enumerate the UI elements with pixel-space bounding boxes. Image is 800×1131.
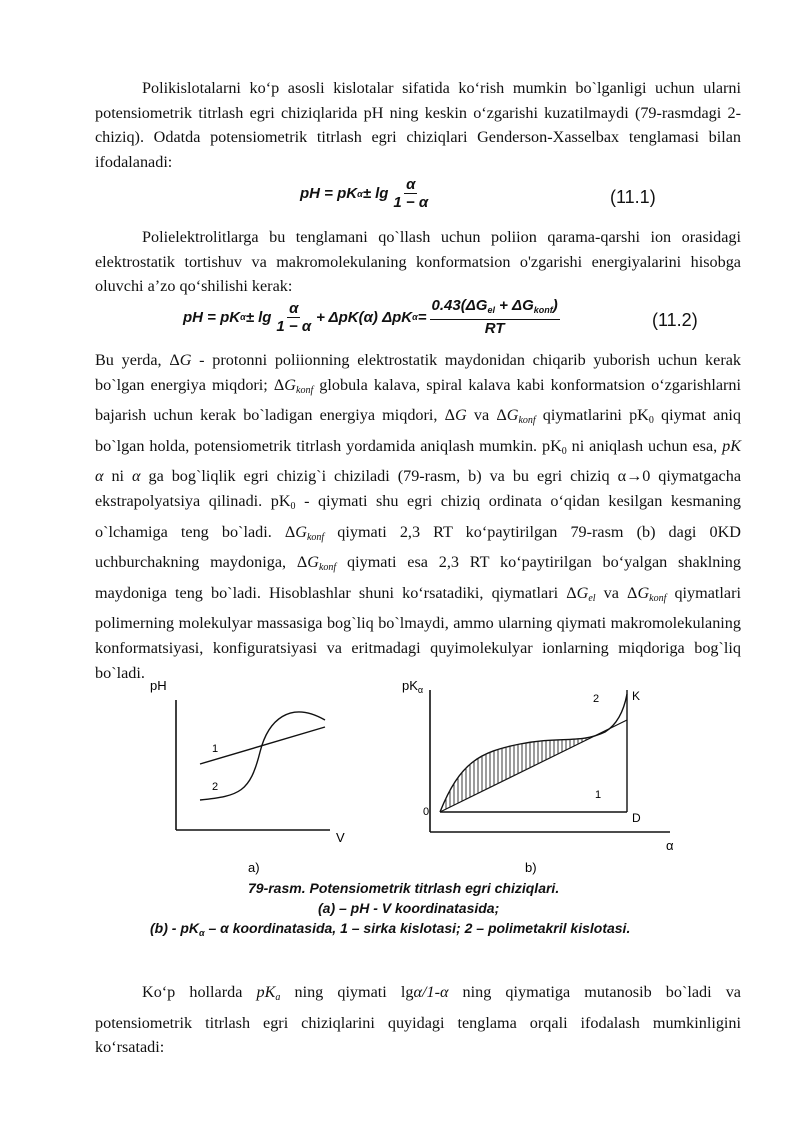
- paragraph-4-part: Ko‘p hollarda: [142, 983, 257, 1001]
- paragraph-3-part: G: [576, 583, 589, 602]
- paragraph-3-part: G: [307, 553, 319, 572]
- paragraph-3-part: - qiymati shu egri chiziq ordinata o‘qidan kesilgan kesmaning o`lchamiga teng bo`ladi. Δ: [95, 491, 741, 541]
- paragraph-3-part: konf: [318, 562, 337, 574]
- paragraph-4-part: a: [275, 992, 281, 1003]
- eq2-mid: + ΔpK(α) ΔpK: [316, 308, 413, 326]
- paragraph-1: Polikislotalarni ko‘p asosli kislotalar sifatida ko‘rish mumkin bo`lganligi uchun ularni potensiometrik titrlash egri chiziqlarida pH ning keskin o‘zgarishi kuzatilmaydi (79-rasmdagi 2-chiziq). Odatda potensiometrik titrlash egri chiziqlari Genderson-Xasselbax tenglamasi bilan ifodalanadi:: [95, 79, 741, 171]
- fig-a-panel-label: a): [248, 860, 260, 875]
- eq2-fraction-2: [430, 297, 560, 337]
- eq2-equals: =: [417, 308, 427, 326]
- eq2-sub2: α: [412, 312, 418, 322]
- eq2-num2-sub2: konf: [533, 305, 553, 315]
- eq2-op: ± lg: [245, 308, 272, 326]
- eq1-num: α: [406, 176, 416, 193]
- eq2-sub: α: [240, 312, 246, 322]
- fig-b-point-k: K: [632, 689, 641, 703]
- figure-caption-line-1: 79-rasm. Potensiometrik titrlash egri chiziqlari.: [248, 880, 560, 896]
- equation-11-1: [300, 176, 433, 211]
- paragraph-3-part: ni: [103, 467, 133, 486]
- paragraph-3-part: G: [637, 583, 650, 602]
- paragraph-3-part: qiymati 2,3 RT ko‘paytirilgan 79-rasm (b) dagi 0KD uchburchakning maydoniga, Δ: [95, 522, 741, 572]
- caption3-sub: α: [198, 928, 205, 938]
- fig-b-panel-label: b): [525, 860, 537, 875]
- paragraph-4: [95, 980, 741, 1060]
- equation-number-11-1: (11.1): [610, 187, 656, 207]
- fig-a-xlabel: V: [336, 830, 345, 845]
- paragraph-3-part: 0: [648, 415, 654, 427]
- paragraph-4-part: ning qiymati lg: [280, 983, 414, 1001]
- eq2-num: α: [289, 299, 299, 317]
- fig-b-curve2-label: 2: [593, 693, 600, 705]
- paragraph-3-part: 0: [290, 500, 296, 512]
- paragraph-3-part: qiymatlarini pK: [535, 406, 649, 425]
- paragraph-3-part: ni aniqlash uchun esa,: [566, 436, 723, 455]
- eq1-lhs: pH = pK: [300, 185, 358, 202]
- paragraph-3-part: konf: [306, 531, 325, 543]
- caption3-mid: – α koordinatasida,: [204, 920, 341, 936]
- paragraph-3-part: konf: [296, 384, 314, 396]
- paragraph-3-part: el: [588, 592, 596, 604]
- eq2-num2-end: ): [552, 297, 558, 314]
- paragraph-4-part: pK: [256, 983, 276, 1001]
- paragraph-3-part: ga bog`liqlik egri chizig`i chiziladi (79-rasm, b) va bu egri chiziq α→0 qiymatgacha ekstrapolyatsiya qilinadi. pK: [95, 467, 742, 510]
- paragraph-3-part: α: [132, 467, 141, 486]
- fig-b-point-0: 0: [423, 806, 430, 818]
- fig-b-ylabel: $pK_\alpha$: [402, 678, 424, 695]
- figure-79: [140, 672, 700, 882]
- paragraph-3-part: G: [455, 406, 467, 425]
- fig-a-curve-1: [200, 727, 325, 764]
- eq2-num2-mid: + ΔG: [494, 297, 534, 314]
- paragraph-3-part: qiymatlari polimerning molekulyar massasiga bog`liq bo`lmaydi, ammo ularning qiymati makromolekulaning konformatsiyasi, konfiguratsiyasi va eritmadagi quyimolekulyar ionlarning miqdoriga bog`liq bo`ladi.: [95, 583, 741, 682]
- fig-b-point-d: D: [632, 811, 641, 825]
- equation-number-11-2: (11.2): [652, 310, 698, 330]
- paragraph-3-part: qiymat aniq bo`lgan holda, potensiometrik titrlash yordamida aniqlash mumkin. pK: [95, 406, 742, 455]
- paragraph-3-part: globula kalava, spiral kalava kabi konformatsion o‘zgarishlarni bajarish uchun kerak bo`ladigan energiya miqdori, Δ: [95, 375, 741, 425]
- paragraph-3-part: va Δ: [595, 583, 638, 602]
- fig-a-curve-2: [200, 712, 325, 800]
- eq2-fraction-1: [274, 300, 313, 335]
- eq2-num2-a: 0.43(ΔG: [431, 297, 488, 314]
- fig-a-curve2-label: 2: [212, 781, 219, 793]
- paragraph-3-part: G: [506, 406, 519, 425]
- paragraph-3-part: 0: [561, 445, 567, 457]
- fig-b-xlabel: α: [666, 838, 674, 853]
- eq1-sub: α: [357, 188, 363, 199]
- eq2-den2: RT: [484, 320, 505, 337]
- paragraph-4-part: α/1-α: [413, 983, 449, 1001]
- figure-caption-line-3: [150, 920, 630, 938]
- paragraph-3-part: G: [179, 351, 192, 369]
- paragraph-3-part: - protonni poliionning elektrostatik maydonidan chiqarib yuborish uchun kerak bo`lgan energiya miqdori; Δ: [95, 351, 742, 394]
- paragraph-3-part: G: [295, 522, 307, 541]
- paragraph-3: [95, 348, 741, 685]
- caption3-rest: 1 – sirka kislotasi; 2 – polimetakril kislotasi.: [340, 920, 631, 936]
- figure-caption-line-2: (a) – pH - V koordinatasida;: [318, 900, 500, 916]
- fig-b-curve1-label: 1: [595, 789, 602, 801]
- eq2-num2: [430, 297, 560, 320]
- eq1-den: 1 − α: [393, 194, 429, 211]
- equation-11-2: [183, 297, 563, 337]
- paragraph-3-part: G: [284, 375, 296, 394]
- paragraph-3-part: Bu yerda, Δ: [95, 351, 180, 369]
- paragraph-3-part: konf: [518, 415, 536, 427]
- paragraph-3-part: qiymati esa 2,3 RT ko‘paytirilgan bo‘yalgan shaklning maydoniga teng bo`ladi. Hisoblashlar shuni ko‘rsatadiki, qiymatlari Δ: [95, 553, 741, 602]
- eq1-op: ± lg: [362, 185, 389, 202]
- paragraph-3-part: konf: [649, 592, 667, 604]
- paragraph-4-part: ning qiymatiga mutanosib bo`ladi va potensiometrik titrlash egri chiziqlarini quyidagi tenglama orqali ifodalash mumkinligini ko‘rsatadi:: [95, 983, 741, 1057]
- eq2-lhs: pH = pK: [183, 308, 241, 326]
- caption3-prefix: (b) - pK: [150, 920, 199, 936]
- paragraph-3-part: va Δ: [466, 406, 507, 425]
- eq2-den: 1 − α: [276, 317, 312, 335]
- fig-a-curve1-label: 1: [212, 743, 219, 755]
- paragraph-3-part: pK α: [95, 436, 741, 486]
- paragraph-2: Polielektrolitlarga bu tenglamani qo`llash uchun poliion qarama-qarshi ion orasidagi elektrostatik tortishuv va makromolekulaning konformatsion o'zgarishi energiyalarini hisobga oluvchi a’zo qo‘shilishi kerak:: [95, 228, 741, 296]
- fig-a-ylabel: pH: [150, 678, 167, 693]
- eq2-num2-sub1: el: [487, 305, 495, 315]
- eq1-fraction: [391, 176, 430, 211]
